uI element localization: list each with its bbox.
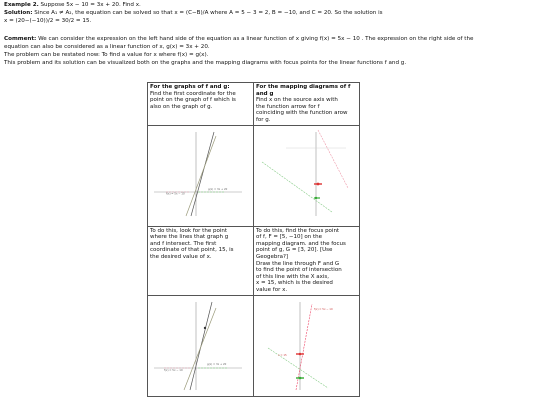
graph-figure-1 — [150, 128, 246, 220]
comment-line-4: This problem and its solution can be visualized both on the graphs and the mapping diagrams with focus points for the linear functions f and g. — [4, 60, 407, 66]
focus-point-g — [315, 196, 317, 198]
graph-text-line: To do this, look for the point — [150, 227, 227, 234]
line-g — [186, 136, 216, 216]
focus-point-g — [299, 376, 302, 379]
example-line — [4, 2, 536, 10]
mapping-line — [262, 162, 332, 212]
solution-line-2 — [4, 18, 536, 26]
table-row — [148, 226, 360, 295]
solution-line-1 — [4, 10, 536, 18]
example-statement: Suppose 5x − 10 = 3x + 20. Find x. — [40, 2, 141, 8]
graph-text-cell — [148, 226, 254, 295]
f-equation-label: f(x) = 5x − 10 — [164, 368, 183, 372]
graph-header-line: point on the graph of f which is — [150, 97, 236, 104]
comparison-table — [147, 82, 360, 397]
mapping-line — [296, 304, 312, 390]
g-equation-label: g(x) = 3x + 20 — [207, 362, 227, 366]
comment-line-3: The problem can be restated now: To find a value for x where f(x) = g(x). — [4, 52, 209, 58]
intersection-point — [204, 326, 206, 328]
focus-point-f — [299, 352, 302, 355]
graph-text-line: and f intersect. The first — [150, 240, 217, 247]
line-f — [191, 132, 214, 216]
mapping-header-line: the function arrow for f — [256, 103, 320, 110]
mapping-text-line: mapping diagram. and the focus — [256, 240, 346, 247]
table-row — [148, 125, 360, 226]
mapping-figure-2 — [256, 298, 352, 394]
graph-text-line: where the lines that graph g — [150, 234, 229, 241]
graph-figure-2 — [150, 298, 246, 394]
mapping-text-line: of this line with the X axis, — [256, 273, 329, 280]
graph-header-line: Find the first coordinate for the — [150, 90, 236, 97]
mapping-header-line: coinciding with the function arow — [256, 110, 348, 117]
mapping-text-line: value for x. — [256, 286, 288, 293]
comment-text-1: We can consider the expression on the left hand side of the equation as a linear function of x giving f(x) = 5x − 10 . The expression on the right side of the — [38, 36, 474, 42]
mapping-header-cell — [254, 83, 360, 126]
solution-label: Solution: — [4, 10, 33, 16]
mapping-text-line: Draw the line through F and G — [256, 260, 340, 267]
solution-text-1: Since A₁ ≠ A₂, the equation can be solved so that x = (C−B)/A where A = 5 − 3 = 2, B = −10, and C = 20. So the solution is — [34, 10, 383, 16]
mapping-f-label: f(x) = 5x − 10 — [314, 307, 333, 311]
table-row — [148, 83, 360, 126]
comment-label: Comment: — [4, 36, 37, 42]
focus-point-f — [317, 182, 320, 185]
graph-figure-cell-1 — [148, 125, 254, 226]
mapping-text-line: x = 15, which is the desired — [256, 280, 333, 287]
mapping-line — [318, 130, 348, 188]
comment-line-2: equation can also be considered as a linear function of x, g(x) = 3x + 20. — [4, 44, 210, 50]
mapping-text-line: to find the point of intersection — [256, 267, 342, 274]
line-g — [184, 308, 216, 390]
graph-header-cell — [148, 83, 254, 126]
mapping-figure-cell-2 — [254, 295, 360, 396]
graph-figure-cell-2 — [148, 295, 254, 396]
mapping-header-title: For the mapping diagrams of f and g — [256, 84, 351, 97]
mapping-text-line: point of g, G = [3, 20]. [Use — [256, 247, 333, 254]
example-label: Example 2. — [4, 2, 39, 8]
solution-text-2: x = (20−(−10))/2 = 30/2 = 15. — [4, 18, 92, 24]
table-row — [148, 295, 360, 396]
mapping-text-line: To do this, find the focus point — [256, 227, 340, 234]
graph-text-line: coordinate of that point, 15, is — [150, 247, 234, 254]
focus-solution-label: x = 15 — [278, 353, 287, 357]
f-equation-label: f(x) = 5x − 10 — [166, 192, 185, 196]
mapping-text-line: Geogebra?] — [256, 253, 289, 260]
mapping-header-line: for g. — [256, 116, 271, 123]
g-equation-label: g(x) = 3x + 20 — [208, 187, 228, 191]
comment-line-1 — [4, 36, 536, 44]
mapping-text-line: of f, F = [5, −10] on the — [256, 234, 323, 241]
mapping-header-line: Find x on the source axis with — [256, 97, 338, 104]
mapping-figure-cell-1 — [254, 125, 360, 226]
graph-header-line: also on the graph of g. — [150, 103, 213, 110]
mapping-text-cell — [254, 226, 360, 295]
mapping-figure-1 — [256, 128, 352, 220]
graph-header-title: For the graphs of f and g: — [150, 84, 230, 90]
graph-text-line: the desired value of x. — [150, 253, 212, 260]
